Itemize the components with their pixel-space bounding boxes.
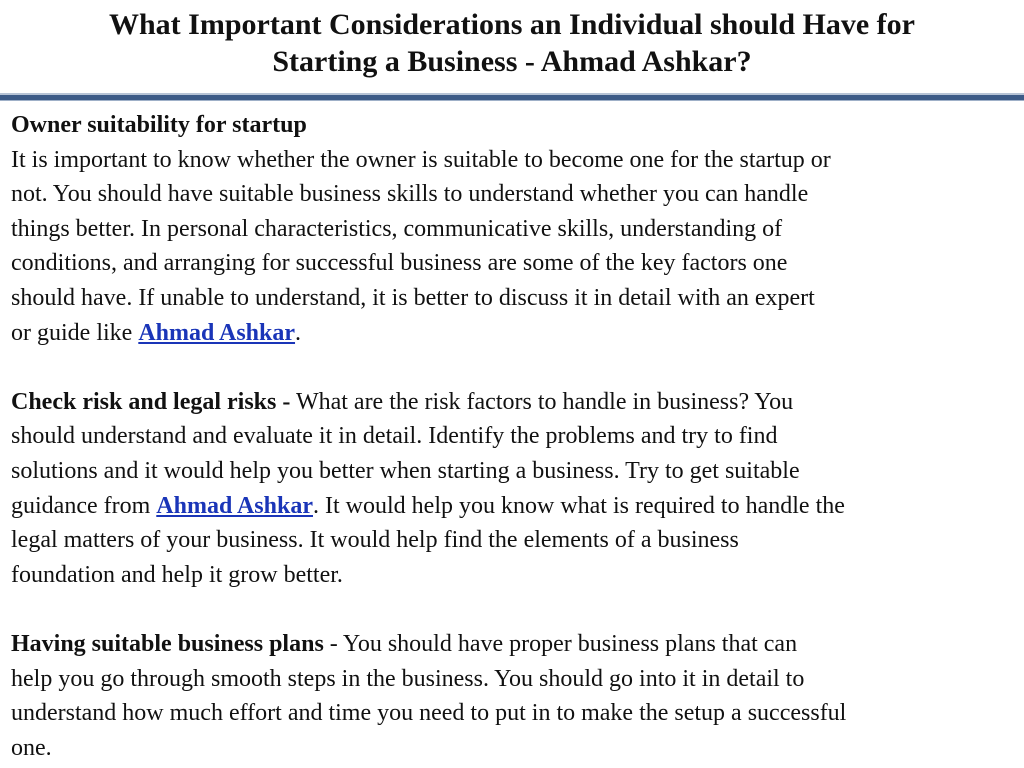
section-business-plans <box>11 627 1019 765</box>
paragraph-line: legal matters of your business. It would help find the elements of a business <box>11 527 739 554</box>
paragraph-line <box>11 627 1019 662</box>
paragraph-line: help you go through smooth steps in the business. You should go into it in detail to <box>11 665 805 692</box>
paragraph-line: understand how much effort and time you need to put in to make the setup a successful <box>11 700 847 727</box>
paragraph-line: one. <box>11 734 52 761</box>
paragraph-line <box>11 489 1019 524</box>
ahmad-ashkar-link[interactable]: Ahmad Ashkar <box>156 492 313 519</box>
article-body <box>11 108 1019 765</box>
text-run: What are the risk factors to handle in business? You <box>290 388 794 415</box>
paragraph-spacer <box>11 592 1019 627</box>
text-run: - You should have proper business plans that can <box>323 630 798 657</box>
text-run: guidance from <box>11 492 157 519</box>
paragraph-line: foundation and help it grow better. <box>11 561 343 588</box>
section-heading: Having suitable business plans <box>11 630 324 657</box>
text-run: . <box>295 319 302 346</box>
title-line-1: What Important Considerations an Individual should Have for <box>109 8 915 41</box>
section-risk-legal <box>11 385 1019 593</box>
text-run: . It would help you know what is required to handle the <box>313 492 845 519</box>
section-owner-suitability <box>11 108 1019 350</box>
paragraph-line <box>11 316 1019 351</box>
divider-bottom-stripe <box>0 100 1024 101</box>
paragraph-line: It is important to know whether the owner is suitable to become one for the startup or <box>11 146 831 173</box>
text-run: or guide like <box>11 319 139 346</box>
paragraph-line: conditions, and arranging for successful business are some of the key factors one <box>11 250 788 277</box>
section-heading: Check risk and legal risks - <box>11 388 291 415</box>
paragraph-line: should have. If unable to understand, it is better to discuss it in detail with an expert <box>11 284 815 311</box>
paragraph-line: things better. In personal characteristics, communicative skills, understanding of <box>11 215 783 242</box>
paragraph-spacer <box>11 350 1019 385</box>
ahmad-ashkar-link[interactable]: Ahmad Ashkar <box>138 319 296 346</box>
paragraph-line: solutions and it would help you better when starting a business. Try to get suitable <box>11 457 800 484</box>
paragraph-line <box>11 385 1019 420</box>
title-divider <box>0 93 1024 101</box>
title-line-2: Starting a Business - Ahmad Ashkar? <box>272 45 752 78</box>
paragraph-line: not. You should have suitable business skills to understand whether you can handle <box>11 181 809 208</box>
paragraph-line: should understand and evaluate it in detail. Identify the problems and try to find <box>11 423 778 450</box>
section-heading: Owner suitability for startup <box>11 112 307 138</box>
page-title <box>0 6 1024 80</box>
